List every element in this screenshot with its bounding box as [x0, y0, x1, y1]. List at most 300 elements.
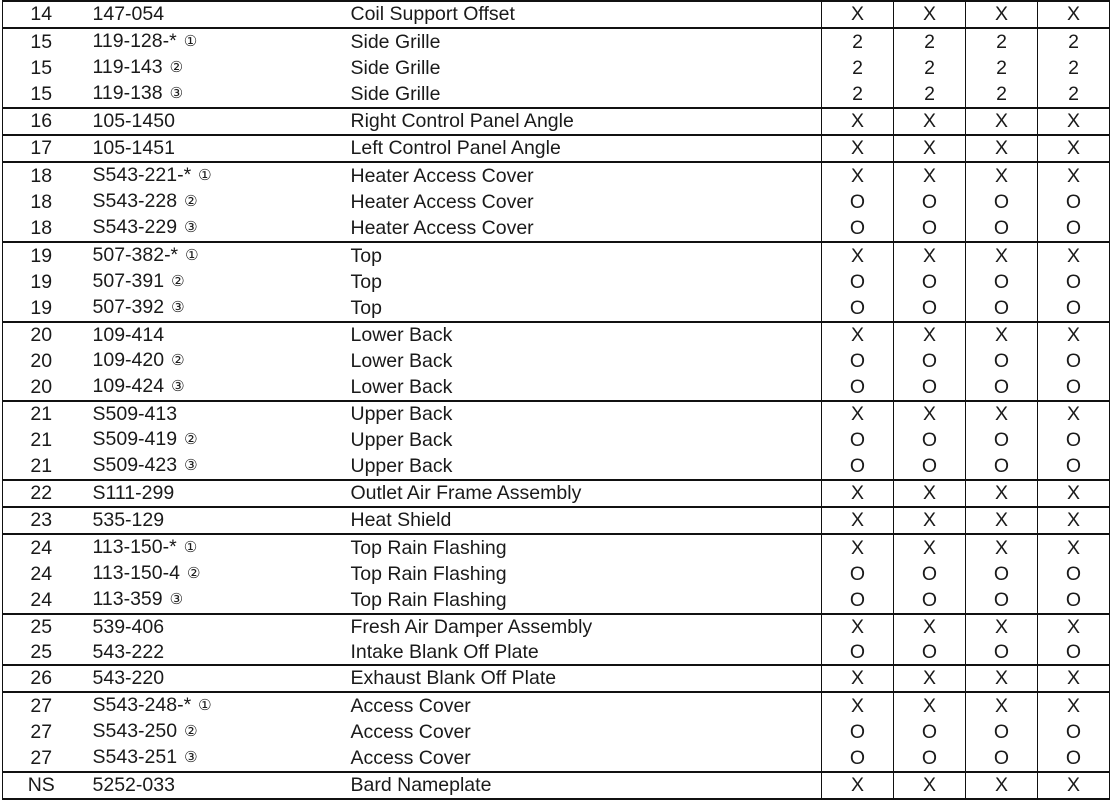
- footnote-marker: ③: [169, 591, 184, 608]
- footnote-marker: ③: [171, 299, 185, 316]
- item-number: 20: [3, 322, 80, 348]
- item-number: 15: [3, 28, 80, 55]
- footnote-marker: ①: [198, 697, 212, 714]
- model-column-2-value: O: [894, 374, 966, 401]
- parts-list-table: [2, 0, 1110, 800]
- part-description: Upper Back: [350, 429, 453, 451]
- item-group: [3, 692, 1110, 772]
- part-number-cell: [80, 242, 338, 269]
- part-number-cell: [80, 348, 338, 374]
- table-row: [3, 295, 1110, 322]
- model-column-3-value: X: [966, 614, 1038, 640]
- part-number: 109-420: [92, 349, 165, 371]
- part-description: Upper Back: [350, 403, 453, 425]
- table-row: [3, 453, 1110, 480]
- item-group: [3, 162, 1110, 242]
- part-number-cell: [80, 28, 338, 55]
- model-column-1-value: X: [822, 480, 894, 507]
- model-column-2-value: O: [894, 348, 966, 374]
- part-number-cell: [80, 507, 338, 534]
- model-column-3-value: O: [966, 561, 1038, 587]
- item-group: [3, 480, 1110, 507]
- item-number: NS: [3, 772, 80, 799]
- model-column-2-value: O: [894, 640, 966, 665]
- item-number: 20: [3, 374, 80, 401]
- table-row: [3, 692, 1110, 719]
- table-row: [3, 374, 1110, 401]
- model-column-2-value: X: [894, 135, 966, 162]
- part-number: S543-228: [92, 190, 178, 212]
- footnote-marker: ③: [184, 457, 198, 474]
- model-column-1-value: X: [822, 692, 894, 719]
- model-column-3-value: O: [966, 295, 1038, 322]
- table-row: [3, 401, 1110, 427]
- model-column-1-value: O: [822, 348, 894, 374]
- model-column-4-value: X: [1038, 480, 1110, 507]
- part-description: Heat Shield: [350, 509, 452, 531]
- model-column-1-value: 2: [822, 55, 894, 81]
- part-number-cell: [80, 692, 338, 719]
- table-row: [3, 614, 1110, 640]
- model-column-1-value: O: [822, 295, 894, 322]
- part-number-cell: [80, 215, 338, 242]
- model-column-1-value: O: [822, 745, 894, 772]
- model-column-1-value: O: [822, 427, 894, 453]
- part-description: Side Grille: [350, 30, 441, 53]
- part-description: Top: [350, 297, 382, 319]
- part-number-cell: [80, 81, 338, 108]
- part-description: Top Rain Flashing: [350, 563, 507, 585]
- model-column-3-value: X: [966, 692, 1038, 719]
- part-number-cell: [80, 719, 338, 745]
- part-number: 113-150-4: [92, 562, 180, 584]
- item-number: 21: [3, 453, 80, 480]
- model-column-3-value: 2: [966, 28, 1038, 55]
- item-number: 25: [3, 640, 80, 665]
- item-group: [3, 242, 1110, 322]
- part-number: 535-129: [92, 509, 165, 531]
- model-column-3-value: O: [966, 640, 1038, 665]
- model-column-3-value: X: [966, 534, 1038, 561]
- model-column-2-value: O: [894, 587, 966, 614]
- model-column-4-value: 2: [1038, 55, 1110, 81]
- item-number: 19: [3, 295, 80, 322]
- model-column-3-value: 2: [966, 81, 1038, 108]
- model-column-4-value: X: [1038, 135, 1110, 162]
- model-column-4-value: O: [1038, 374, 1110, 401]
- footnote-marker: ②: [171, 352, 185, 369]
- model-column-4-value: X: [1038, 534, 1110, 561]
- item-number: 27: [3, 692, 80, 719]
- model-column-3-value: X: [966, 108, 1038, 135]
- table-row: [3, 242, 1110, 269]
- part-number: S543-229: [92, 216, 178, 238]
- part-number: 119-143: [92, 56, 163, 78]
- footnote-marker: ①: [198, 167, 212, 184]
- footnote-marker: ①: [183, 33, 198, 50]
- part-number: S509-419: [92, 428, 178, 450]
- item-group: [3, 108, 1110, 135]
- part-number-cell: [80, 480, 338, 507]
- part-description: Exhaust Blank Off Plate: [350, 667, 557, 689]
- model-column-3-value: X: [966, 480, 1038, 507]
- model-column-2-value: X: [894, 162, 966, 189]
- part-number: 119-138: [92, 82, 163, 104]
- model-column-2-value: 2: [894, 28, 966, 55]
- item-number: 16: [3, 108, 80, 135]
- part-number-cell: [80, 189, 338, 215]
- part-number: 109-424: [92, 375, 165, 397]
- item-number: 21: [3, 401, 80, 427]
- item-group: [3, 28, 1110, 108]
- model-column-2-value: X: [894, 614, 966, 640]
- footnote-marker: ③: [169, 85, 184, 102]
- item-number: 24: [3, 561, 80, 587]
- model-column-1-value: X: [822, 614, 894, 640]
- table-row: [3, 81, 1110, 108]
- part-number-cell: [80, 745, 338, 772]
- model-column-2-value: O: [894, 719, 966, 745]
- model-column-3-value: X: [966, 772, 1038, 799]
- model-column-4-value: 2: [1038, 81, 1110, 108]
- item-group: [3, 507, 1110, 534]
- footnote-marker: ②: [171, 273, 185, 290]
- table-row: [3, 189, 1110, 215]
- model-column-2-value: O: [894, 453, 966, 480]
- model-column-4-value: 2: [1038, 28, 1110, 55]
- table-row: [3, 322, 1110, 348]
- model-column-3-value: X: [966, 322, 1038, 348]
- model-column-3-value: X: [966, 242, 1038, 269]
- model-column-4-value: X: [1038, 1, 1110, 28]
- model-column-1-value: X: [822, 162, 894, 189]
- model-column-1-value: X: [822, 135, 894, 162]
- footnote-marker: ②: [184, 723, 198, 740]
- table-row: [3, 665, 1110, 692]
- table-row: [3, 427, 1110, 453]
- part-description: Side Grille: [350, 57, 441, 79]
- model-column-4-value: O: [1038, 348, 1110, 374]
- part-number: 147-054: [92, 3, 165, 25]
- model-column-3-value: X: [966, 665, 1038, 692]
- model-column-4-value: O: [1038, 719, 1110, 745]
- model-column-4-value: X: [1038, 692, 1110, 719]
- item-group: [3, 401, 1110, 480]
- model-column-1-value: O: [822, 719, 894, 745]
- item-group: [3, 665, 1110, 692]
- item-group: [3, 614, 1110, 665]
- item-number: 27: [3, 719, 80, 745]
- model-column-1-value: X: [822, 242, 894, 269]
- part-number-cell: [80, 401, 338, 427]
- part-number-cell: [80, 665, 338, 692]
- footnote-marker: ①: [183, 539, 198, 556]
- model-column-2-value: X: [894, 401, 966, 427]
- part-number: 109-414: [92, 324, 165, 346]
- item-number: 21: [3, 427, 80, 453]
- model-column-4-value: O: [1038, 295, 1110, 322]
- part-description: Coil Support Offset: [350, 3, 515, 25]
- model-column-4-value: X: [1038, 108, 1110, 135]
- part-description: Intake Blank Off Plate: [350, 641, 539, 663]
- model-column-3-value: X: [966, 135, 1038, 162]
- table-row: [3, 162, 1110, 189]
- part-number-cell: [80, 55, 338, 81]
- model-column-3-value: O: [966, 427, 1038, 453]
- part-description: Access Cover: [350, 747, 471, 769]
- part-description: Side Grille: [350, 83, 441, 105]
- model-column-2-value: X: [894, 665, 966, 692]
- part-number: 105-1451: [92, 137, 175, 159]
- footnote-marker: ②: [184, 431, 198, 448]
- model-column-3-value: O: [966, 719, 1038, 745]
- model-column-1-value: 2: [822, 81, 894, 108]
- model-column-4-value: O: [1038, 587, 1110, 614]
- item-number: 18: [3, 162, 80, 189]
- model-column-4-value: X: [1038, 162, 1110, 189]
- footnote-marker: ③: [184, 219, 198, 236]
- item-number: 24: [3, 534, 80, 561]
- table-row: [3, 745, 1110, 772]
- model-column-3-value: X: [966, 1, 1038, 28]
- part-number: S543-250: [92, 720, 178, 742]
- part-number-cell: [80, 772, 338, 799]
- model-column-4-value: O: [1038, 745, 1110, 772]
- part-number-cell: [80, 587, 338, 614]
- table-row: [3, 108, 1110, 135]
- item-number: 18: [3, 189, 80, 215]
- item-number: 19: [3, 269, 80, 295]
- model-column-1-value: 2: [822, 28, 894, 55]
- model-column-3-value: O: [966, 374, 1038, 401]
- part-number: 5252-033: [92, 774, 175, 796]
- model-column-1-value: O: [822, 374, 894, 401]
- table-row: [3, 640, 1110, 665]
- item-number: 15: [3, 81, 80, 108]
- model-column-3-value: 2: [966, 55, 1038, 81]
- part-description: Access Cover: [350, 694, 471, 717]
- model-column-2-value: O: [894, 215, 966, 242]
- part-number-cell: [80, 374, 338, 401]
- part-number: S509-413: [92, 403, 178, 425]
- model-column-2-value: X: [894, 242, 966, 269]
- part-description: Top Rain Flashing: [350, 589, 507, 611]
- model-column-2-value: X: [894, 534, 966, 561]
- model-column-3-value: O: [966, 189, 1038, 215]
- table-row: [3, 28, 1110, 55]
- model-column-4-value: O: [1038, 640, 1110, 665]
- table-row: [3, 269, 1110, 295]
- part-number-cell: [80, 534, 338, 561]
- model-column-4-value: O: [1038, 269, 1110, 295]
- part-number: 507-382-*: [92, 244, 179, 266]
- model-column-2-value: X: [894, 1, 966, 28]
- part-description: Right Control Panel Angle: [350, 110, 574, 132]
- part-number: 543-220: [92, 667, 165, 689]
- part-number-cell: [80, 561, 338, 587]
- model-column-1-value: X: [822, 772, 894, 799]
- model-column-1-value: X: [822, 108, 894, 135]
- table-row: [3, 348, 1110, 374]
- item-number: 19: [3, 242, 80, 269]
- table-row: [3, 719, 1110, 745]
- model-column-1-value: O: [822, 587, 894, 614]
- part-number-cell: [80, 162, 338, 189]
- footnote-marker: ③: [171, 378, 185, 395]
- part-number: 113-150-*: [92, 536, 177, 558]
- part-number: S543-221-*: [92, 164, 192, 186]
- table-row: [3, 135, 1110, 162]
- model-column-4-value: O: [1038, 561, 1110, 587]
- model-column-4-value: X: [1038, 322, 1110, 348]
- footnote-marker: ②: [184, 193, 198, 210]
- footnote-marker: ②: [186, 565, 201, 582]
- part-description: Heater Access Cover: [350, 217, 534, 239]
- part-number: S509-423: [92, 454, 178, 476]
- footnote-marker: ②: [169, 59, 184, 76]
- part-description: Access Cover: [350, 721, 471, 743]
- item-number: 27: [3, 745, 80, 772]
- part-description: Top Rain Flashing: [350, 536, 507, 559]
- model-column-3-value: X: [966, 507, 1038, 534]
- part-number: 113-359: [92, 588, 163, 610]
- model-column-4-value: O: [1038, 215, 1110, 242]
- part-number: 119-128-*: [92, 30, 177, 52]
- model-column-4-value: O: [1038, 189, 1110, 215]
- model-column-3-value: O: [966, 453, 1038, 480]
- item-group: [3, 135, 1110, 162]
- part-description: Heater Access Cover: [350, 164, 534, 187]
- part-number-cell: [80, 1, 338, 28]
- item-group: [3, 322, 1110, 401]
- model-column-1-value: O: [822, 640, 894, 665]
- table-row: [3, 1, 1110, 28]
- item-number: 24: [3, 587, 80, 614]
- model-column-1-value: X: [822, 322, 894, 348]
- model-column-2-value: O: [894, 745, 966, 772]
- model-column-2-value: X: [894, 480, 966, 507]
- model-column-2-value: 2: [894, 81, 966, 108]
- part-description: Top: [350, 244, 382, 267]
- table-row: [3, 480, 1110, 507]
- model-column-1-value: X: [822, 507, 894, 534]
- part-description: Lower Back: [350, 324, 453, 346]
- part-description: Lower Back: [350, 350, 453, 372]
- item-number: 20: [3, 348, 80, 374]
- model-column-4-value: X: [1038, 772, 1110, 799]
- part-description: Bard Nameplate: [350, 774, 492, 796]
- model-column-3-value: O: [966, 348, 1038, 374]
- model-column-1-value: O: [822, 561, 894, 587]
- part-number: 539-406: [92, 616, 165, 638]
- part-number-cell: [80, 322, 338, 348]
- part-number: 507-392: [92, 296, 165, 318]
- model-column-2-value: X: [894, 692, 966, 719]
- item-group: [3, 772, 1110, 799]
- part-number-cell: [80, 640, 338, 665]
- part-description: Heater Access Cover: [350, 191, 534, 213]
- model-column-2-value: O: [894, 269, 966, 295]
- model-column-2-value: X: [894, 772, 966, 799]
- part-number-cell: [80, 295, 338, 322]
- item-number: 17: [3, 135, 80, 162]
- item-number: 22: [3, 480, 80, 507]
- model-column-3-value: O: [966, 215, 1038, 242]
- part-description: Upper Back: [350, 455, 453, 477]
- footnote-marker: ③: [184, 749, 198, 766]
- model-column-1-value: X: [822, 401, 894, 427]
- part-description: Fresh Air Damper Assembly: [350, 616, 593, 638]
- model-column-2-value: O: [894, 189, 966, 215]
- model-column-2-value: O: [894, 561, 966, 587]
- item-number: 23: [3, 507, 80, 534]
- part-number: S111-299: [92, 482, 175, 504]
- table-row: [3, 534, 1110, 561]
- part-description: Top: [350, 271, 382, 293]
- model-column-1-value: O: [822, 189, 894, 215]
- part-number: 507-391: [92, 270, 165, 292]
- model-column-3-value: O: [966, 745, 1038, 772]
- part-number-cell: [80, 614, 338, 640]
- model-column-3-value: X: [966, 401, 1038, 427]
- model-column-4-value: O: [1038, 453, 1110, 480]
- model-column-2-value: O: [894, 427, 966, 453]
- item-group: [3, 534, 1110, 614]
- table-row: [3, 587, 1110, 614]
- model-column-4-value: X: [1038, 665, 1110, 692]
- part-number-cell: [80, 135, 338, 162]
- table-row: [3, 772, 1110, 799]
- part-number-cell: [80, 427, 338, 453]
- part-number: S543-248-*: [92, 694, 192, 716]
- table-row: [3, 561, 1110, 587]
- model-column-1-value: X: [822, 1, 894, 28]
- item-number: 25: [3, 614, 80, 640]
- model-column-3-value: X: [966, 162, 1038, 189]
- model-column-1-value: X: [822, 665, 894, 692]
- model-column-1-value: O: [822, 215, 894, 242]
- item-group: [3, 1, 1110, 28]
- model-column-4-value: O: [1038, 427, 1110, 453]
- model-column-1-value: X: [822, 534, 894, 561]
- part-description: Outlet Air Frame Assembly: [350, 482, 582, 504]
- item-number: 14: [3, 1, 80, 28]
- model-column-2-value: X: [894, 507, 966, 534]
- model-column-2-value: O: [894, 295, 966, 322]
- part-number-cell: [80, 269, 338, 295]
- model-column-2-value: X: [894, 322, 966, 348]
- table-row: [3, 215, 1110, 242]
- item-number: 15: [3, 55, 80, 81]
- part-description: Left Control Panel Angle: [350, 137, 561, 159]
- part-number: S543-251: [92, 746, 178, 768]
- item-number: 26: [3, 665, 80, 692]
- model-column-4-value: X: [1038, 507, 1110, 534]
- model-column-3-value: O: [966, 587, 1038, 614]
- part-description: Lower Back: [350, 376, 453, 398]
- model-column-4-value: X: [1038, 401, 1110, 427]
- part-number-cell: [80, 108, 338, 135]
- model-column-2-value: X: [894, 108, 966, 135]
- table-row: [3, 55, 1110, 81]
- table-row: [3, 507, 1110, 534]
- model-column-3-value: O: [966, 269, 1038, 295]
- model-column-1-value: O: [822, 269, 894, 295]
- model-column-4-value: X: [1038, 242, 1110, 269]
- part-number: 543-222: [92, 641, 165, 663]
- model-column-4-value: X: [1038, 614, 1110, 640]
- footnote-marker: ①: [185, 247, 199, 264]
